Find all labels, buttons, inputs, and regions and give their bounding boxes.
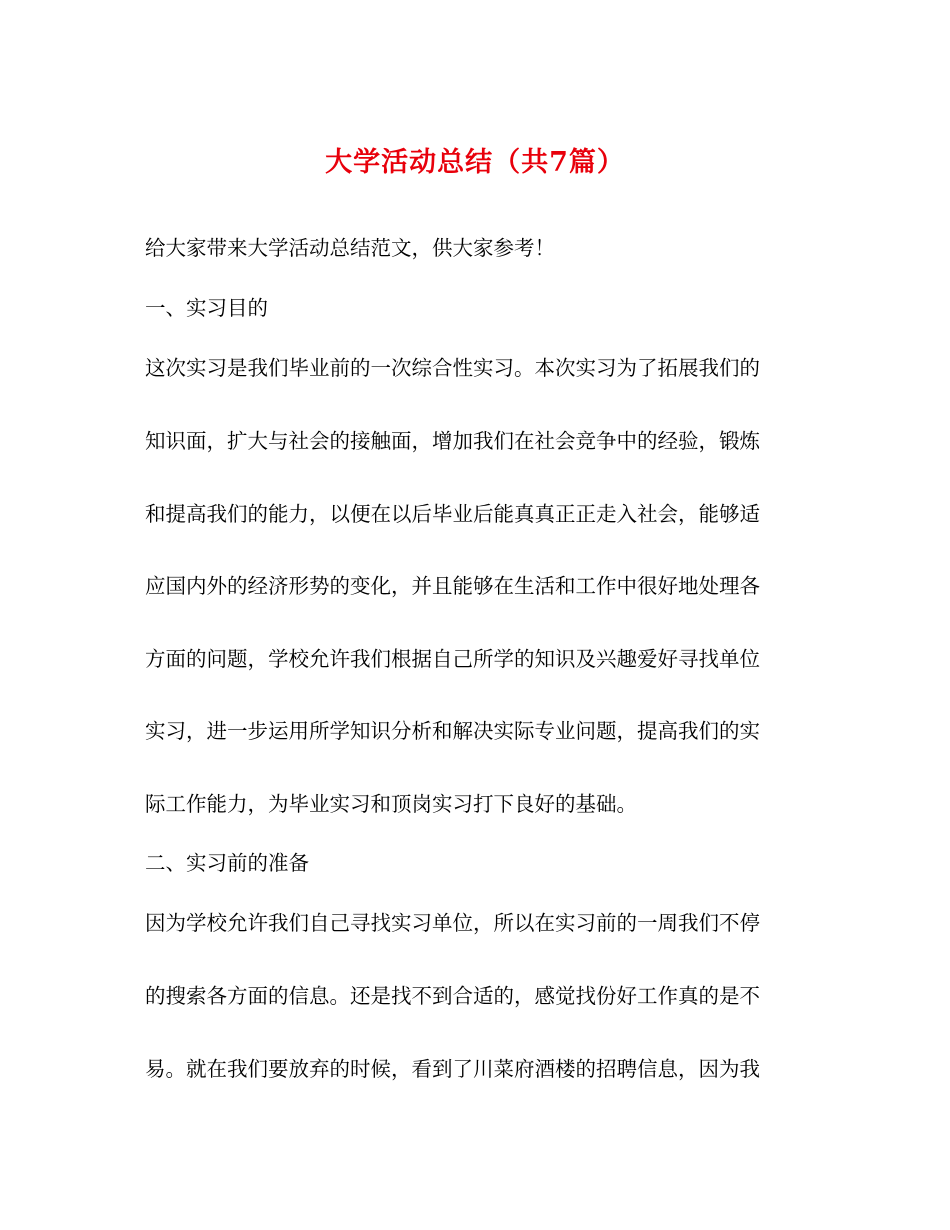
paragraph-line: 应国内外的经济形势的变化，并且能够在生活和工作中很好地处理各 bbox=[145, 574, 760, 598]
intro-line: 给大家带来大学活动总结范文，供大家参考！ bbox=[145, 236, 555, 260]
paragraph-line: 方面的问题，学校允许我们根据自己所学的知识及兴趣爱好寻找单位 bbox=[145, 647, 760, 671]
paragraph-line: 知识面，扩大与社会的接触面，增加我们在社会竞争中的经验，锻炼 bbox=[145, 429, 760, 453]
document-title: 大学活动总结（共7篇） bbox=[325, 147, 625, 178]
section-heading-2: 二、实习前的准备 bbox=[145, 851, 309, 875]
paragraph-line: 因为学校允许我们自己寻找实习单位，所以在实习前的一周我们不停 bbox=[145, 911, 760, 935]
paragraph-line: 的搜索各方面的信息。还是找不到合适的，感觉找份好工作真的是不 bbox=[145, 984, 760, 1008]
paragraph-line: 易。就在我们要放弃的时候，看到了川菜府酒楼的招聘信息，因为我 bbox=[145, 1057, 760, 1081]
paragraph-line: 和提高我们的能力，以便在以后毕业后能真真正正走入社会，能够适 bbox=[145, 502, 760, 526]
paragraph-line: 实习，进一步运用所学知识分析和解决实际专业问题，提高我们的实 bbox=[145, 719, 760, 743]
paragraph-line: 际工作能力，为毕业实习和顶岗实习打下良好的基础。 bbox=[145, 792, 637, 816]
paragraph-line: 这次实习是我们毕业前的一次综合性实习。本次实习为了拓展我们的 bbox=[145, 356, 760, 380]
section-heading-1: 一、实习目的 bbox=[145, 296, 268, 320]
